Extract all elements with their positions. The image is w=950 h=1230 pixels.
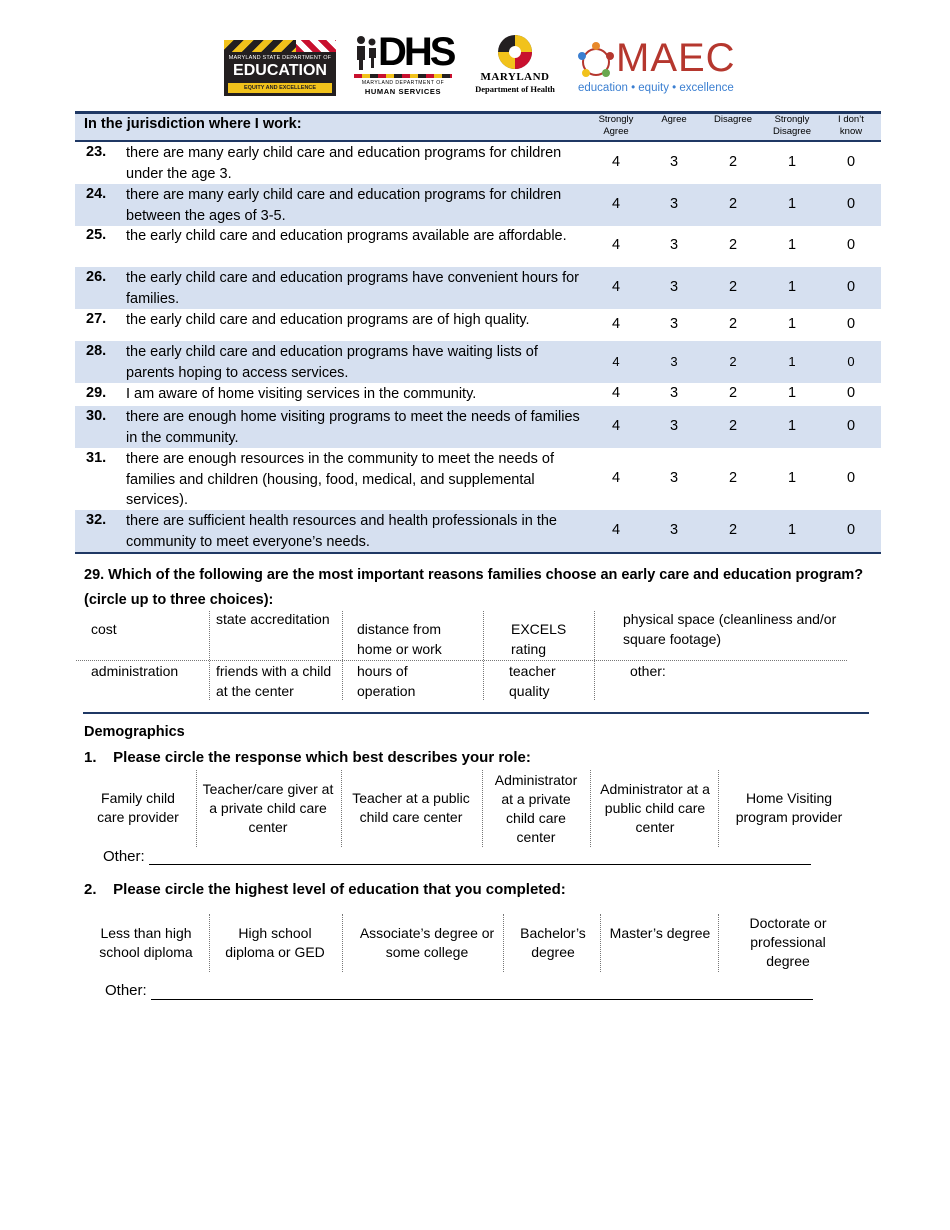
maec-logo (574, 36, 734, 98)
reasons-divider (209, 611, 210, 700)
question-text: the early child care and education programs are of high quality. (126, 312, 530, 328)
reason-option[interactable]: distance from home or work (357, 621, 442, 657)
table-header-title: In the jurisdiction where I work: (84, 116, 302, 132)
mdh-logo (470, 34, 560, 96)
question-text: the early child care and education programs available are affordable. (126, 228, 567, 244)
reason-option[interactable]: friends with a child at the center (216, 663, 332, 699)
reasons-divider (594, 611, 595, 700)
education-option[interactable]: Less than high school diploma (99, 925, 193, 960)
education-divider (718, 914, 719, 972)
education-option[interactable]: Master’s degree (609, 925, 711, 941)
score-strongly-disagree[interactable]: 1 (787, 470, 797, 486)
role-option[interactable]: Administrator at a public child care center (600, 781, 710, 835)
score-dont-know[interactable]: 0 (846, 522, 856, 538)
score-disagree[interactable]: 2 (728, 418, 738, 434)
score-disagree[interactable]: 2 (728, 385, 738, 401)
question-text: there are enough resources in the community to meet the needs of families and children (housing, food, medical, and supplemental services). (126, 451, 554, 508)
score-strongly-agree[interactable]: 4 (611, 418, 621, 434)
score-disagree[interactable]: 2 (728, 470, 738, 486)
question-number: 24. (86, 186, 107, 202)
question-number: 31. (86, 450, 107, 466)
reason-option[interactable]: cost (91, 621, 117, 637)
score-agree[interactable]: 3 (669, 385, 679, 401)
dhs-logo-line2: HUMAN SERVICES (364, 87, 442, 96)
education-divider (342, 914, 343, 972)
role-option[interactable]: Teacher/care giver at a private child care center (202, 781, 334, 835)
score-disagree[interactable]: 2 (728, 237, 738, 253)
msde-logo-line2: EDUCATION (233, 62, 327, 79)
question-number: 25. (86, 227, 107, 243)
reason-option[interactable]: state accreditation (216, 611, 330, 627)
maec-tagline: education • equity • excellence (578, 82, 734, 94)
role-other-label: Other: (103, 848, 145, 865)
score-agree[interactable]: 3 (669, 196, 679, 212)
score-disagree[interactable]: 2 (728, 196, 738, 212)
maryland-flag-cross (296, 40, 336, 52)
education-option[interactable]: Doctorate or professional degree (749, 915, 827, 969)
question-text: there are many early child care and education programs for children under the age 3. (126, 145, 562, 182)
role-divider (482, 770, 483, 847)
score-agree[interactable]: 3 (669, 316, 679, 332)
score-disagree[interactable]: 2 (728, 316, 738, 332)
score-agree[interactable]: 3 (669, 154, 679, 170)
score-strongly-disagree[interactable]: 1 (787, 196, 797, 212)
score-strongly-disagree[interactable]: 1 (787, 316, 797, 332)
family-icon (354, 34, 380, 72)
score-disagree[interactable]: 2 (728, 279, 738, 295)
score-strongly-disagree[interactable]: 1 (787, 385, 797, 401)
score-agree[interactable]: 3 (669, 279, 679, 295)
question-number: 27. (86, 311, 107, 327)
role-option[interactable]: Teacher at a public child care center (352, 790, 470, 825)
question-text: there are many early child care and education programs for children between the ages of 3-5. (126, 187, 562, 224)
education-option[interactable]: High school diploma or GED (225, 925, 325, 960)
question-number: 23. (86, 144, 107, 160)
reason-option[interactable]: hours of operation (357, 663, 416, 699)
reason-option[interactable]: EXCELS rating (511, 621, 567, 657)
column-disagree: Disagree (713, 114, 753, 125)
score-dont-know[interactable]: 0 (846, 418, 856, 434)
education-question: 2. Please circle the highest level of education that you completed: (84, 881, 566, 898)
education-option[interactable]: Associate’s degree or some college (359, 925, 495, 960)
msde-logo (224, 40, 336, 96)
question-text: there are enough home visiting programs to meet the needs of families in the community. (126, 409, 580, 446)
reasons-row-divider (76, 660, 847, 661)
question-text: I am aware of home visiting services in the community. (126, 386, 477, 402)
role-option[interactable]: Administrator at a private child care center (494, 772, 578, 845)
question-number: 30. (86, 408, 107, 424)
role-question: 1. Please circle the response which best describes your role: (84, 749, 531, 766)
msde-logo-line1: MARYLAND STATE DEPARTMENT OF (228, 55, 332, 61)
column-i-dont-know: I don’t know (838, 114, 864, 137)
score-strongly-agree[interactable]: 4 (611, 522, 621, 538)
score-strongly-agree[interactable]: 4 (611, 385, 621, 401)
score-dont-know[interactable]: 0 (847, 354, 855, 369)
score-strongly-disagree[interactable]: 1 (788, 354, 796, 369)
table-bottom-rule (75, 552, 881, 554)
role-divider (590, 770, 591, 847)
maryland-seal-icon (497, 34, 533, 70)
education-other-label: Other: (105, 982, 147, 999)
dhs-logo-line1: MARYLAND DEPARTMENT OF (361, 80, 445, 86)
education-option[interactable]: Bachelor’s degree (520, 925, 586, 960)
dhs-stripe (354, 74, 452, 78)
score-agree[interactable]: 3 (669, 522, 679, 538)
question-number: 28. (86, 343, 107, 359)
score-dont-know[interactable]: 0 (846, 470, 856, 486)
question-number: 26. (86, 269, 107, 285)
role-divider (341, 770, 342, 847)
column-strongly-agree: Strongly Agree (598, 114, 634, 137)
question-text: the early child care and education programs have waiting lists of parents hoping to access services. (126, 344, 538, 381)
score-dont-know[interactable]: 0 (846, 316, 856, 332)
score-agree[interactable]: 3 (669, 418, 679, 434)
question-text: the early child care and education programs have convenient hours for families. (126, 270, 579, 307)
msde-logo-tagline: EQUITY AND EXCELLENCE (228, 83, 332, 93)
score-strongly-agree[interactable]: 4 (611, 316, 621, 332)
education-divider (209, 914, 210, 972)
reason-option[interactable]: teacher quality (509, 663, 556, 699)
score-strongly-disagree[interactable]: 1 (787, 418, 797, 434)
score-disagree[interactable]: 2 (729, 354, 737, 369)
score-strongly-agree[interactable]: 4 (611, 196, 621, 212)
score-strongly-disagree[interactable]: 1 (787, 154, 797, 170)
score-strongly-agree[interactable]: 4 (611, 470, 621, 486)
role-option[interactable]: Home Visiting program provider (735, 790, 843, 825)
score-strongly-disagree[interactable]: 1 (787, 237, 797, 253)
score-strongly-disagree[interactable]: 1 (787, 522, 797, 538)
question-text: there are sufficient health resources and health professionals in the community to meet everyone’s needs. (126, 513, 557, 550)
reason-option-other[interactable]: other: (630, 663, 666, 679)
question-number: 32. (86, 512, 107, 528)
maec-people-ring-icon (574, 40, 618, 80)
education-divider (503, 914, 504, 972)
score-dont-know[interactable]: 0 (846, 279, 856, 295)
table-header-rule (75, 140, 881, 142)
score-strongly-agree[interactable]: 4 (611, 279, 621, 295)
score-strongly-agree[interactable]: 4 (611, 237, 621, 253)
reasons-divider (483, 611, 484, 700)
score-strongly-agree[interactable]: 4 (612, 354, 620, 369)
role-other-field[interactable] (149, 864, 811, 865)
score-dont-know[interactable]: 0 (846, 385, 856, 401)
score-agree[interactable]: 3 (670, 354, 678, 369)
dhs-logo (354, 30, 454, 96)
column-agree: Agree (661, 114, 687, 125)
education-other-field[interactable] (151, 999, 813, 1000)
reasons-question: 29. Which of the following are the most important reasons families choose an early care and education program? (circle up to three choices): (84, 567, 864, 608)
question-number: 29. (86, 385, 107, 401)
reasons-divider (342, 611, 343, 700)
score-dont-know[interactable]: 0 (846, 196, 856, 212)
mdh-logo-line2: Department of Health (475, 84, 555, 94)
reason-option[interactable]: physical space (cleanliness and/or square footage) (623, 611, 837, 647)
dhs-letters: DHS (378, 30, 454, 74)
maec-wordmark: MAEC (616, 36, 736, 80)
score-dont-know[interactable]: 0 (846, 237, 856, 253)
education-divider (600, 914, 601, 972)
score-strongly-disagree[interactable]: 1 (787, 279, 797, 295)
column-strongly-disagree: Strongly Disagree (772, 114, 812, 137)
role-divider (196, 770, 197, 847)
score-strongly-agree[interactable]: 4 (611, 154, 621, 170)
score-agree[interactable]: 3 (669, 470, 679, 486)
reason-option[interactable]: administration (91, 663, 179, 679)
role-divider (718, 770, 719, 847)
section-divider (83, 712, 869, 714)
score-disagree[interactable]: 2 (728, 154, 738, 170)
score-dont-know[interactable]: 0 (846, 154, 856, 170)
score-agree[interactable]: 3 (669, 237, 679, 253)
role-option[interactable]: Family child care provider (97, 790, 179, 825)
mdh-logo-line1: MARYLAND (480, 71, 550, 83)
demographics-title: Demographics (84, 724, 185, 740)
score-disagree[interactable]: 2 (728, 522, 738, 538)
